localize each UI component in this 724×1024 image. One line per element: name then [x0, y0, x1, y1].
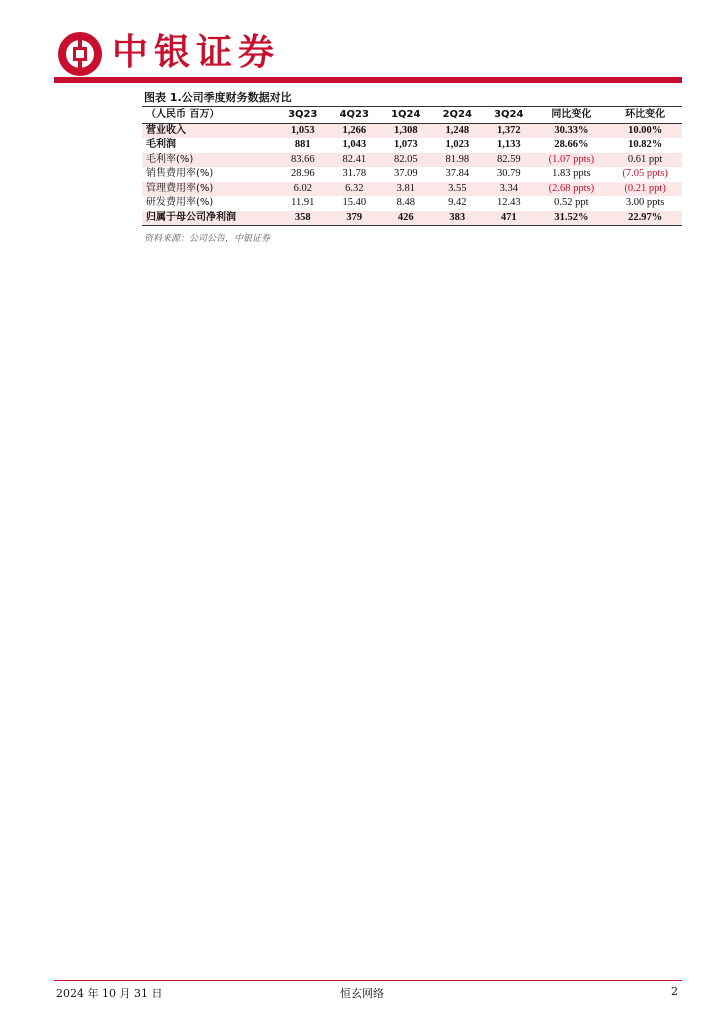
table-cell: 358	[294, 211, 311, 223]
table-cell: 3.34	[499, 182, 518, 194]
table-cell: 30.33%	[554, 124, 589, 136]
source-note: 资料来源：公司公告，中银证券	[144, 234, 271, 244]
table-cell: 11.91	[291, 197, 315, 208]
table-row	[142, 153, 682, 168]
table-cell: 0.61 ppt	[627, 153, 663, 165]
table-row	[142, 138, 682, 153]
table-cell: 12.43	[496, 197, 521, 208]
table-cell: (2.68 ppts)	[548, 182, 595, 194]
title-rule	[142, 106, 682, 107]
footer-date: 2024 年 10 月 31 日	[56, 987, 163, 1000]
brand-name: 中银证券	[112, 31, 281, 73]
table-cell: 3.55	[448, 182, 467, 194]
table-cell: 1,023	[445, 139, 470, 150]
table-cell: 6.02	[293, 182, 312, 194]
table-cell: 31.78	[342, 168, 367, 179]
table-row	[142, 123, 682, 138]
table-cell: 15.40	[342, 197, 367, 208]
table-cell: 9.42	[448, 197, 467, 208]
table-cell: 383	[449, 211, 466, 223]
table-cell: 10.82%	[628, 139, 663, 150]
table-cell: 1,372	[496, 124, 521, 136]
column-header: 3Q23	[288, 109, 318, 120]
table-cell: 82.59	[496, 153, 521, 165]
table-cell: 1,248	[445, 124, 470, 136]
table-row	[142, 182, 682, 197]
page-header	[0, 0, 724, 86]
table-cell: 1,266	[342, 124, 367, 136]
table-cell: 3.00 ppts	[625, 197, 665, 208]
column-header: 环比变化	[625, 109, 666, 120]
table-cell: 1,043	[342, 139, 367, 150]
column-header: （人民币 百万）	[146, 109, 220, 120]
table-cell: 83.66	[290, 153, 315, 165]
table-cell: 6.32	[345, 182, 364, 194]
bank-of-china-logo-icon	[58, 32, 102, 76]
table-cell: 1,308	[393, 124, 418, 136]
table-cell: 10.00%	[628, 124, 663, 136]
table-cell: 37.09	[393, 168, 418, 179]
row-label: 销售费用率(%)	[146, 168, 214, 179]
table-title: 图表 1.公司季度财务数据对比	[144, 91, 292, 104]
table-cell: (0.21 ppt)	[624, 182, 666, 194]
table-cell: (1.07 ppts)	[548, 153, 595, 165]
row-label: 研发费用率(%)	[146, 197, 214, 208]
header-divider	[54, 77, 682, 83]
column-header: 1Q24	[391, 109, 421, 120]
footer-divider	[54, 980, 682, 981]
row-label: 营业收入	[146, 124, 186, 136]
table-cell: 82.41	[342, 153, 367, 165]
table-row	[142, 196, 682, 211]
table-cell: 30.79	[496, 168, 521, 179]
table-cell: 1,133	[496, 139, 521, 150]
column-header: 3Q24	[494, 109, 524, 120]
column-header: 同比变化	[551, 109, 592, 120]
row-label: 毛利率(%)	[146, 153, 194, 165]
table-cell: 1,053	[290, 124, 315, 136]
table-cell: 37.84	[445, 168, 470, 179]
row-label: 毛利润	[146, 139, 176, 150]
column-header: 4Q23	[339, 109, 369, 120]
table-cell: 1,073	[393, 139, 418, 150]
table-cell: 22.97%	[628, 211, 663, 223]
table-cell: 8.48	[396, 197, 415, 208]
table-row	[142, 211, 682, 226]
table-cell: 28.96	[290, 168, 315, 179]
table-cell: 31.52%	[554, 211, 589, 223]
table-cell: 426	[397, 211, 414, 223]
row-label: 管理费用率(%)	[146, 182, 214, 194]
financial-comparison-table	[142, 108, 682, 226]
table-cell: 1.83 ppts	[552, 168, 591, 179]
row-label: 归属于母公司净利润	[146, 211, 236, 223]
table-cell: 379	[346, 211, 363, 223]
column-header: 2Q24	[442, 109, 472, 120]
table-cell: 81.98	[445, 153, 470, 165]
table-cell: (7.05 ppts)	[622, 168, 668, 179]
table-cell: 28.66%	[554, 139, 589, 150]
table-cell: 471	[500, 211, 517, 223]
footer-company: 恒玄网络	[340, 987, 384, 1000]
page-number: 2	[671, 985, 678, 998]
table-header-row	[142, 108, 682, 123]
table-cell: 881	[294, 139, 311, 150]
table-cell: 0.52 ppt	[554, 197, 589, 208]
table-cell: 82.05	[393, 153, 418, 165]
table-cell: 3.81	[396, 182, 415, 194]
table-row	[142, 167, 682, 182]
